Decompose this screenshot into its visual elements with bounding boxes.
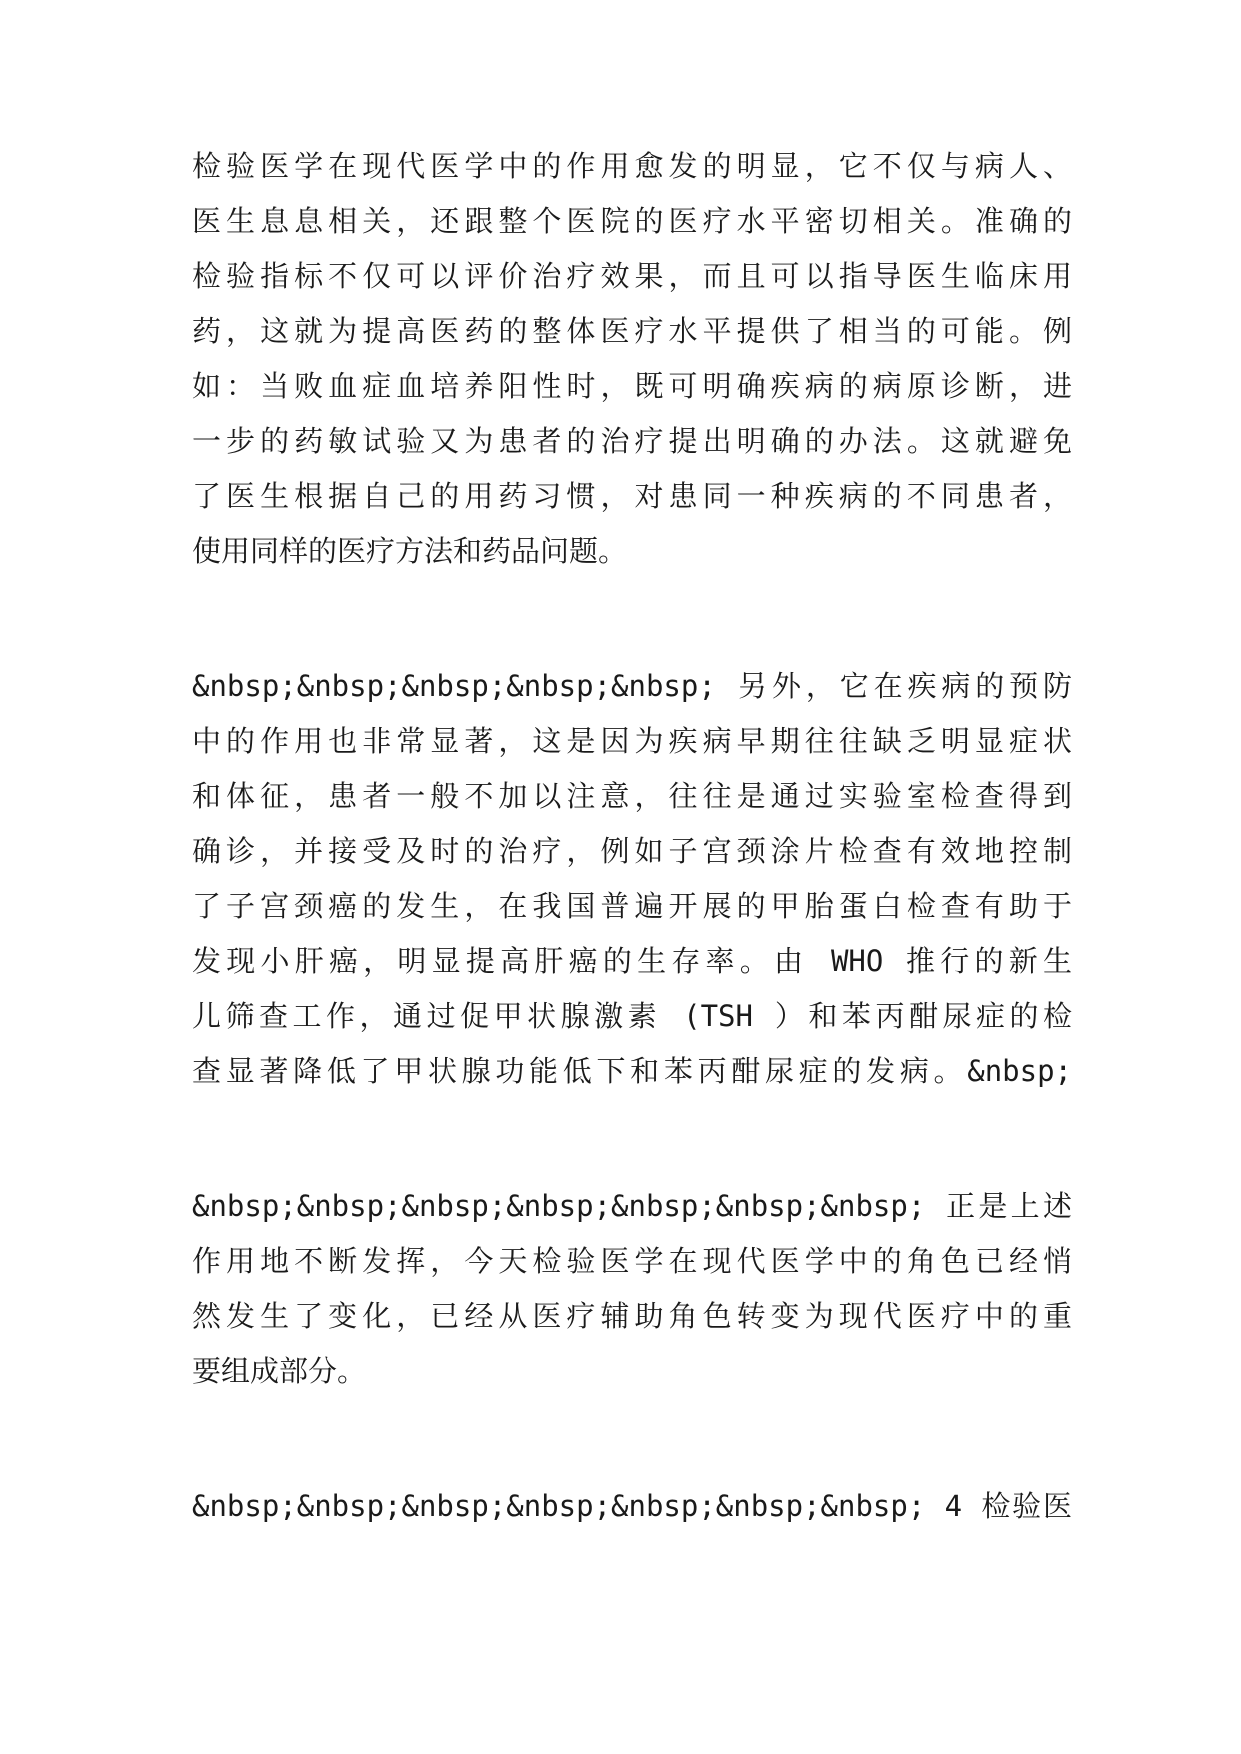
text-line: 然发生了变化，已经从医疗辅助角色转变为现代医疗中的重 [192, 1299, 1072, 1333]
text-line: 使用同样的医疗方法和药品问题。 [192, 534, 628, 568]
text-line: 医生息息相关，还跟整个医院的医疗水平密切相关。准确的 [192, 204, 1072, 238]
text-line: 要组成部分。 [192, 1354, 367, 1388]
text-line: 了医生根据自己的用药习惯，对患同一种疾病的不同患者， [192, 479, 1072, 513]
text-line: 中的作用也非常显著，这是因为疾病早期往往缺乏明显症状 [192, 724, 1072, 758]
text-line: 药，这就为提高医药的整体医疗水平提供了相当的可能。例 [192, 314, 1072, 348]
text-line: &nbsp;&nbsp;&nbsp;&nbsp;&nbsp; 另外，它在疾病的预防 [192, 669, 1072, 703]
text-line: 确诊，并接受及时的治疗，例如子宫颈涂片检查有效地控制 [192, 834, 1072, 868]
text-line: 检验指标不仅可以评价治疗效果，而且可以指导医生临床用 [192, 259, 1072, 293]
text-line: 一步的药敏试验又为患者的治疗提出明确的办法。这就避免 [192, 424, 1072, 458]
text-line: 检验医学在现代医学中的作用愈发的明显，它不仅与病人、 [192, 149, 1072, 183]
text-line: 和体征，患者一般不加以注意，往往是通过实验室检查得到 [192, 779, 1072, 813]
text-line: 查显著降低了甲状腺功能低下和苯丙酣尿症的发病。&nbsp; [192, 1054, 1072, 1088]
text-line: 发现小肝癌，明显提高肝癌的生存率。由 WHO 推行的新生 [192, 944, 1072, 978]
text-line: &nbsp;&nbsp;&nbsp;&nbsp;&nbsp;&nbsp;&nbsp; 正是上述 [192, 1189, 1072, 1223]
text-line: 儿筛查工作，通过促甲状腺激素 (TSH ）和苯丙酣尿症的检 [192, 999, 1072, 1033]
text-line: 了子宫颈癌的发生，在我国普遍开展的甲胎蛋白检查有助于 [192, 889, 1072, 923]
text-line: &nbsp;&nbsp;&nbsp;&nbsp;&nbsp;&nbsp;&nbsp; 4 检验医 [192, 1489, 1072, 1523]
text-line: 如：当败血症血培养阳性时，既可明确疾病的病原诊断，进 [192, 369, 1072, 403]
text-line: 作用地不断发挥，今天检验医学在现代医学中的角色已经悄 [192, 1244, 1072, 1278]
